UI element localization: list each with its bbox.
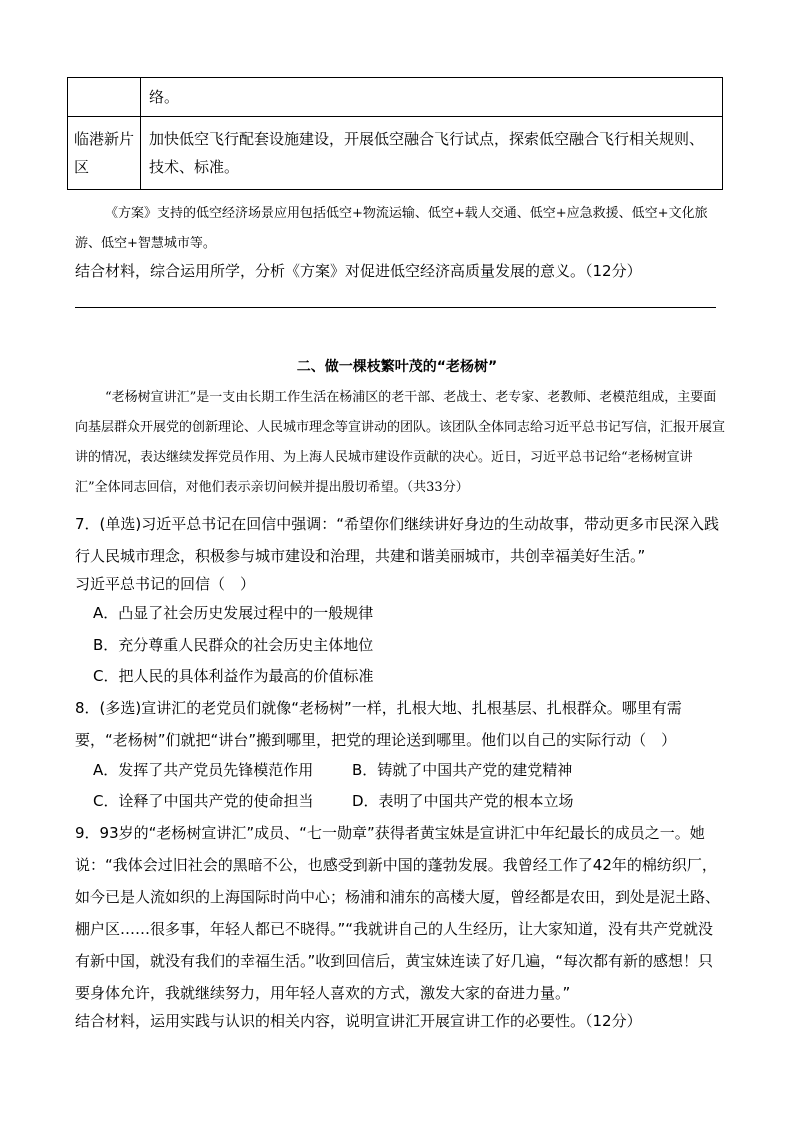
table-cell-content: 加快低空飞行配套设施建设，开展低空融合飞行试点，探索低空融合飞行相关规则、技术、标准。 [141,117,723,190]
section-intro: “老杨树宣讲汇”是一支由长期工作生活在杨浦区的老干部、老战士、老专家、老教师、老模范组成，主要面向基层群众开展党的创新理论、人民城市理念等宣讲动的团队。该团队全体同志给习近平总书记写信，汇报开展宣讲的情况，表达继续发挥党员作用、为上海人民城市建设作贡献的决心。近日，习近平总书记给“老杨树宣讲汇”全体同志回信，对他们表示亲切问候并提出殷切希望。（共33分） [75,390,726,495]
option-7b: B．充分尊重人民群众的社会历史主体地位 [93,636,374,654]
option-7c: C．把人民的具体利益作为最高的价值标准 [93,667,374,685]
option-8a: A．发挥了共产党员先锋模范作用 [93,761,314,779]
option-7a: A．凸显了社会历史发展过程中的一般规律 [93,604,374,622]
option-8c: C．诠释了中国共产党的使命担当 [93,792,314,810]
option-8d: D．表明了中国共产党的根本立场 [352,792,574,810]
table-cell-area: 临港新片区 [68,117,141,190]
pilot-zone-table [67,77,723,190]
question-8-stem: 8．(多选)宣讲汇的老党员们就像“老杨树”一样，扎根大地、扎根基层、扎根群众。哪里有需要，“老杨树”们就把“讲台”搬到哪里，把党的理论送到哪里。他们以自己的实际行动（ ） [75,699,682,749]
option-8b: B．铸就了中国共产党的建党精神 [352,761,573,779]
question-7-stem: 7．(单选)习近平总书记在回信中强调：“希望你们继续讲好身边的生动故事，带动更多市民深入践行人民城市理念，积极参与城市建设和治理，共建和谐美丽城市，共创幸福美好生活。” [75,515,720,565]
question-7-lead: 习近平总书记的回信（ ） [75,575,256,593]
answer-line [75,307,716,308]
material-note: 《方案》支持的低空经济场景应用包括低空+物流运输、低空+载人交通、低空+应急救援、低空+文化旅游、低空+智慧城市等。 [75,206,708,251]
table-row [68,117,723,190]
table-cell-content: 络。 [141,78,723,117]
question-9-prompt: 结合材料，运用实践与认识的相关内容，说明宣讲汇开展宣讲工作的必要性。（12分） [75,1012,642,1030]
question-6-prompt: 结合材料，综合运用所学，分析《方案》对促进低空经济高质量发展的意义。（12分） [75,262,642,280]
question-9-stem: 9．93岁的“老杨树宣讲汇”成员、“七一勋章”获得者黄宝妹是宣讲汇中年纪最长的成员之一。她说：“我体会过旧社会的黑暗不公，也感受到新中国的蓬勃发展。我曾经工作了42年的棉纺织厂，如今已是人流如织的上海国际时尚中心；杨浦和浦东的高楼大厦，曾经都是农田，到处是泥土路、棚户区……很多事，年轻人都已不晓得。”“我就讲自己的人生经历，让大家知道，没有共产党就没有新中国，就没有我们的幸福生活。”收到回信后，黄宝妹连读了好几遍，“每次都有新的感想！只要身体允许，我就继续努力，用年轻人喜欢的方式，激发大家的奋进力量。” [75,824,721,1002]
table-row [68,78,723,117]
table-cell-area [68,78,141,117]
section-title: 二、做一棵枝繁叶茂的“老杨树” [296,359,498,375]
